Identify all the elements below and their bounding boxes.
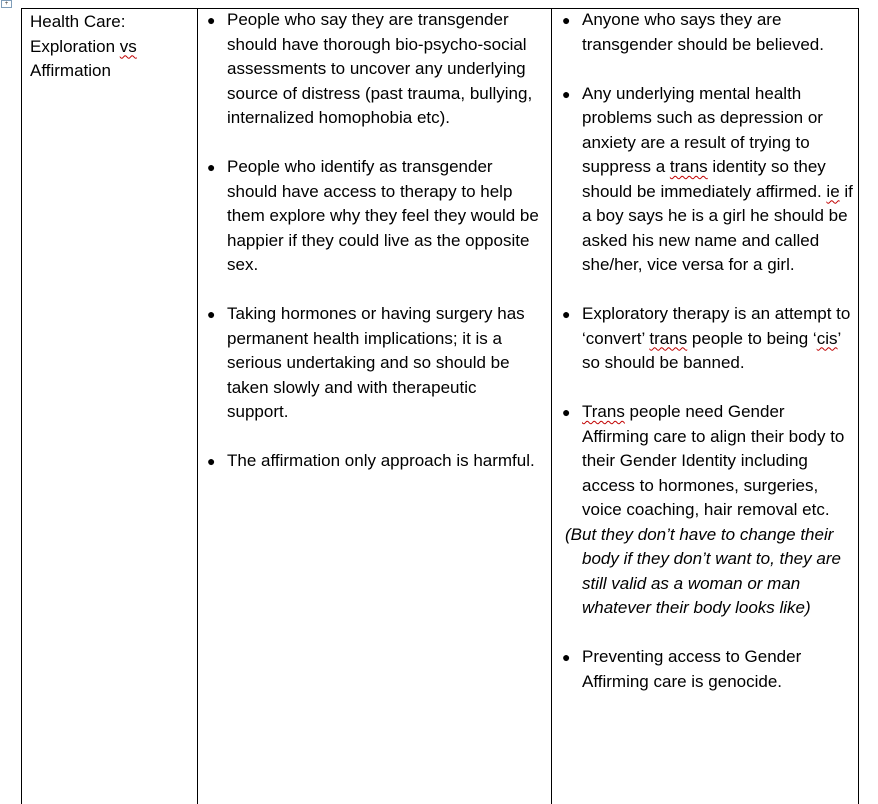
affirmation-list-end: [562, 645, 854, 694]
list-item: ● Taking hormones or having surgery has permanent health implications; it is a serious undertaking and so should be taken slowly and with therapeutic support.: [207, 304, 525, 421]
list-item: ● Anyone who says they are transgender should be believed.: [562, 10, 824, 54]
list-item: ● People who identify as transgender should have access to therapy to help them explore why they feel they would be happier if they could live as the opposite sex.: [207, 157, 539, 274]
topic-line-1: Health Care:: [30, 12, 126, 31]
exploration-cell[interactable]: [207, 8, 542, 498]
bullet-icon: ●: [562, 404, 571, 420]
spellcheck-trans: Trans: [582, 402, 625, 421]
table-left-border: [21, 8, 22, 804]
bullet-icon: ●: [207, 453, 216, 469]
list-item: ● Preventing access to Gender Affirming care is genocide.: [562, 647, 802, 691]
bullet-icon: ●: [207, 306, 216, 322]
list-item: ● Any underlying mental health problems such as depression or anxiety are a result of trying to suppress a trans identity so they should be immediately affirmed. ie if a boy says he is a girl he should be asked his new name and called she/her, vice versa for a girl.: [562, 83, 853, 274]
spellcheck-ie: ie: [826, 181, 840, 201]
affirmation-cell[interactable]: [562, 8, 854, 694]
spellcheck-cis: cis: [816, 328, 838, 348]
bullet-icon: ●: [207, 159, 216, 175]
column-divider-2: [551, 8, 552, 804]
table-move-handle-icon[interactable]: +: [1, 0, 12, 8]
list-item: ● Trans people need Gender Affirming care to align their body to their Gender Identity including access to hormones, surgeries, voice coaching, hair removal etc.: [562, 402, 845, 519]
list-item: ● People who say they are transgender should have thorough bio-psycho-social assessments to uncover any underlying source of distress (past trauma, bullying, internalized homophobia etc).: [207, 10, 533, 127]
spellcheck-trans: trans: [649, 328, 688, 348]
topic-cell[interactable]: [30, 10, 190, 84]
list-item: ● Exploratory therapy is an attempt to ‘convert’ trans people to being ‘cis’ so should be banned.: [562, 304, 851, 372]
topic-line-3: Affirmation: [30, 61, 111, 80]
italic-note: (But they don’t have to change their body if they don’t want to, they are still valid as a woman or man whatever their body looks like): [565, 524, 841, 617]
table-right-border: [858, 8, 859, 804]
affirmation-list: [562, 8, 854, 523]
spellcheck-vs: vs: [119, 36, 137, 56]
bullet-icon: ●: [562, 649, 571, 665]
spellcheck-trans: trans: [669, 157, 708, 176]
bullet-icon: ●: [562, 85, 571, 102]
list-item: ● The affirmation only approach is harmful.: [207, 449, 542, 474]
bullet-icon: ●: [562, 306, 571, 322]
topic-line-2: Exploration vs: [30, 36, 137, 56]
bullet-icon: ●: [562, 12, 571, 28]
column-divider-1: [197, 8, 198, 804]
bullet-icon: ●: [207, 12, 216, 28]
exploration-list: [207, 8, 542, 474]
